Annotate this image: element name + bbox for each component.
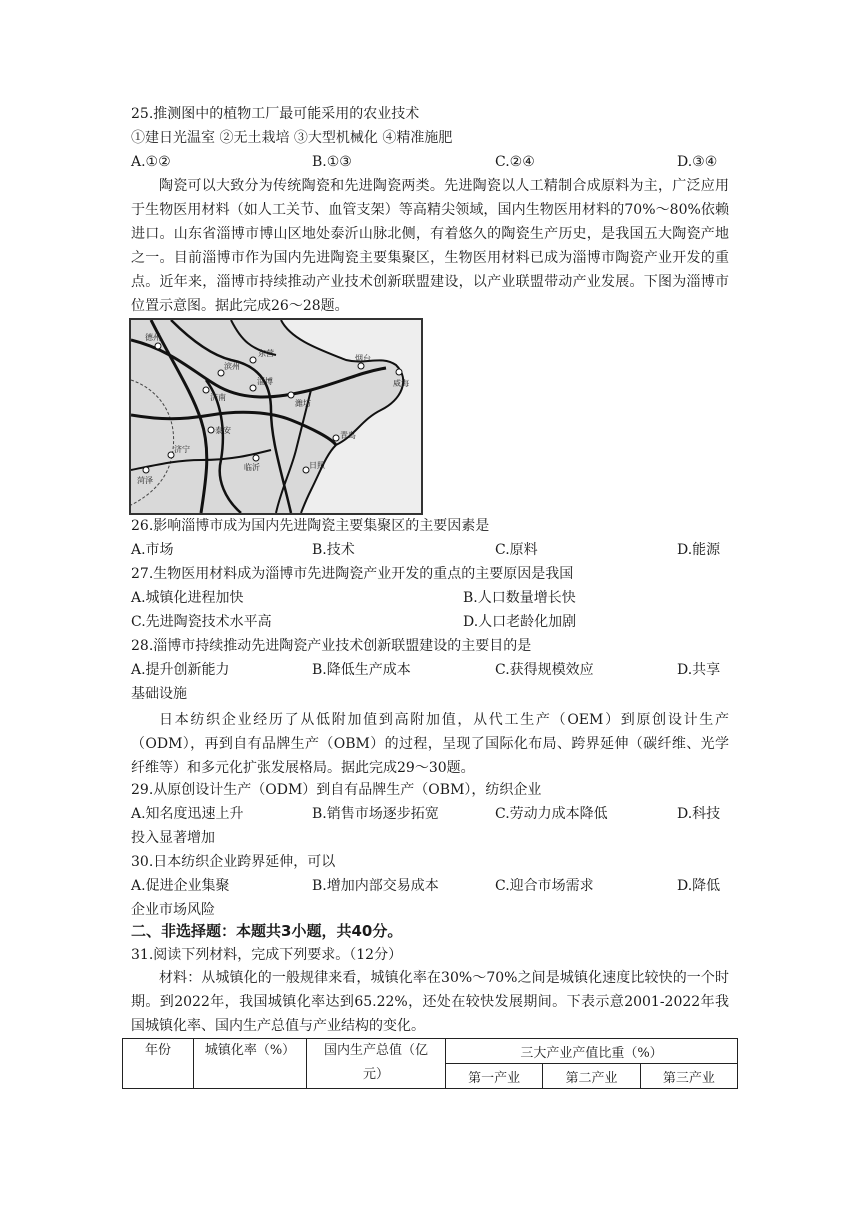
- map-label-yantai: 烟台: [355, 354, 371, 363]
- table-header-tertiary: 第三产业: [640, 1064, 737, 1089]
- q26-stem: 26.影响淄博市成为国内先进陶瓷主要集聚区的主要因素是: [131, 518, 490, 534]
- q29-stem: 29.从原创设计生产（ODM）到自有品牌生产（OBM），纺织企业: [131, 782, 542, 798]
- q25-option-a[interactable]: A.①②: [131, 154, 171, 170]
- table-header-urban-rate: 城镇化率（%）: [194, 1039, 307, 1089]
- q27-option-c[interactable]: C.先进陶瓷技术水平高: [131, 614, 272, 630]
- q26-option-d[interactable]: D.能源: [677, 542, 721, 558]
- q28-option-c[interactable]: C.获得规模效应: [495, 662, 594, 678]
- map-label-taian: 泰安: [215, 426, 231, 435]
- section-heading: 二、非选择题：本题共3小题，共40分。: [131, 922, 403, 940]
- q25-option-c[interactable]: C.②④: [495, 154, 535, 170]
- q25-items: ①建日光温室 ②无土栽培 ③大型机械化 ④精准施肥: [131, 130, 453, 146]
- map-label-linyi: 临沂: [244, 463, 260, 472]
- q29-option-d-wrap: 投入显著增加: [131, 830, 215, 846]
- map-label-zibo: 淄博: [257, 377, 273, 386]
- table-header-year: 年份: [123, 1039, 194, 1089]
- q27-option-a[interactable]: A.城镇化进程加快: [131, 590, 244, 606]
- zibo-location-map: [129, 318, 423, 515]
- passage-textile: 日本纺织企业经历了从低附加值到高附加值，从代工生产（OEM）到原创设计生产（ODM），再到自有品牌生产（OBM）的过程，呈现了国际化布局、跨界延伸（碳纤维、光学纤维等）和多元化扩张发展格局。据此完成29～30题。: [131, 712, 729, 776]
- q31-material: 材料：从城镇化的一般规律来看，城镇化率在30%～70%之间是城镇化速度比较快的一个时期。到2022年，我国城镇化率达到65.22%，还处在较快发展期间。下表示意2001-2022年我国城镇化率、国内生产总值与产业结构的变化。: [131, 970, 729, 1034]
- q26-option-c[interactable]: C.原料: [495, 542, 538, 558]
- table-header-gdp-line1: 国内生产总值（亿: [323, 1043, 428, 1058]
- table-header-industry: 三大产业产值比重（%）: [446, 1039, 738, 1064]
- table-header-secondary: 第二产业: [543, 1064, 640, 1089]
- q29-option-a[interactable]: A.知名度迅速上升: [131, 806, 244, 822]
- map-label-heze: 菏泽: [137, 476, 153, 485]
- q25-option-d[interactable]: D.③④: [677, 154, 718, 170]
- q30-stem: 30.日本纺织企业跨界延伸，可以: [131, 854, 336, 870]
- q27-option-b[interactable]: B.人口数量增长快: [463, 590, 576, 606]
- q30-option-b[interactable]: B.增加内部交易成本: [312, 878, 439, 894]
- map-label-binzhou: 滨州: [224, 362, 240, 371]
- q30-option-c[interactable]: C.迎合市场需求: [495, 878, 594, 894]
- passage-ceramics: 陶瓷可以大致分为传统陶瓷和先进陶瓷两类。先进陶瓷以人工精制合成原料为主，广泛应用于生物医用材料（如人工关节、血管支架）等高精尖领域，国内生物医用材料的70%～80%依赖进口。山东省淄博市博山区地处泰沂山脉北侧，有着悠久的陶瓷生产历史，是我国五大陶瓷产地之一。目前淄博市作为国内先进陶瓷主要集聚区，生物医用材料已成为淄博市陶瓷产业开发的重点。近年来，淄博市持续推动产业技术创新联盟建设，以产业联盟带动产业发展。下图为淄博市位置示意图。据此完成26～28题。: [131, 178, 729, 314]
- table-header-gdp-line2: 元）: [362, 1067, 389, 1082]
- q28-option-d-wrap: 基础设施: [131, 686, 187, 702]
- q28-option-a[interactable]: A.提升创新能力: [131, 662, 230, 678]
- map-svg: [131, 320, 421, 513]
- q29-option-d[interactable]: D.科技: [677, 806, 721, 822]
- q27-stem: 27.生物医用材料成为淄博市先进陶瓷产业开发的重点的主要原因是我国: [131, 566, 574, 582]
- table-header-gdp: [307, 1039, 446, 1089]
- map-label-dezhou: 德州: [145, 333, 161, 342]
- q29-option-c[interactable]: C.劳动力成本降低: [495, 806, 608, 822]
- map-label-jinan: 济南: [210, 393, 226, 402]
- q30-option-d[interactable]: D.降低: [677, 878, 721, 894]
- map-label-weifang: 潍坊: [295, 399, 311, 408]
- q30-option-d-wrap: 企业市场风险: [131, 902, 215, 918]
- q30-option-a[interactable]: A.促进企业集聚: [131, 878, 230, 894]
- table-header-primary: 第一产业: [446, 1064, 543, 1089]
- urbanization-table: [122, 1038, 738, 1089]
- q26-option-b[interactable]: B.技术: [312, 542, 355, 558]
- map-label-jining: 济宁: [174, 445, 190, 454]
- map-label-dongying: 东营: [258, 349, 274, 358]
- q28-option-b[interactable]: B.降低生产成本: [312, 662, 411, 678]
- q27-option-d[interactable]: D.人口老龄化加剧: [463, 614, 577, 630]
- map-label-qingdao: 青岛: [340, 431, 356, 440]
- q29-option-b[interactable]: B.销售市场逐步拓宽: [312, 806, 439, 822]
- q28-stem: 28.淄博市持续推动先进陶瓷产业技术创新联盟建设的主要目的是: [131, 638, 532, 654]
- table-header-row: [123, 1039, 738, 1064]
- q26-option-a[interactable]: A.市场: [131, 542, 174, 558]
- q25-option-b[interactable]: B.①③: [312, 154, 352, 170]
- map-label-rizhao: 日照: [309, 461, 325, 470]
- q25-stem: 25.推测图中的植物工厂最可能采用的农业技术: [131, 106, 420, 122]
- map-label-weihai: 威海: [393, 379, 409, 388]
- q28-option-d[interactable]: D.共享: [677, 662, 721, 678]
- q31-stem: 31.阅读下列材料，完成下列要求。（12分）: [131, 947, 403, 963]
